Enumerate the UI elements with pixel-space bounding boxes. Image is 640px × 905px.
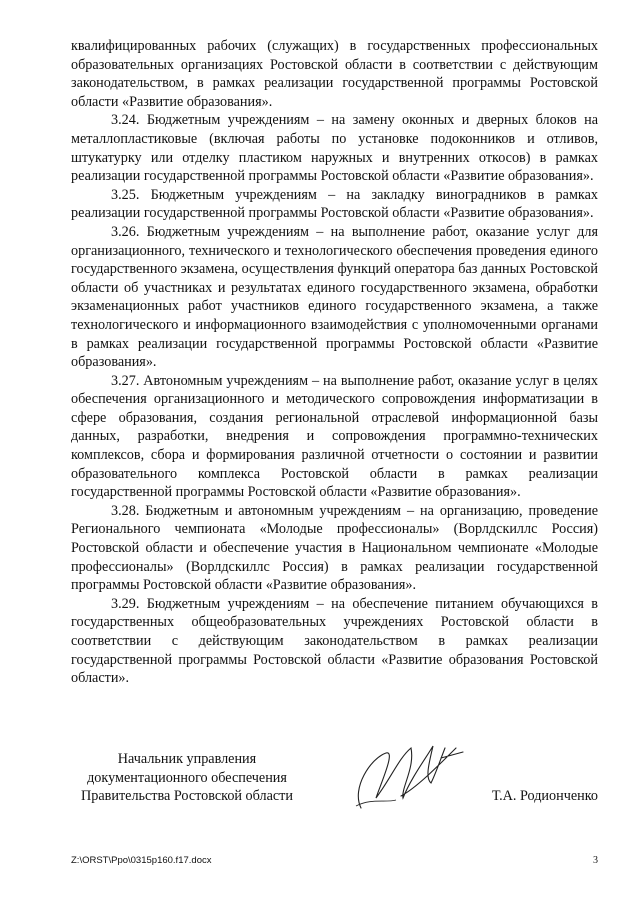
page-number: 3 (593, 855, 598, 866)
signatory-name: Т.А. Родионченко (491, 788, 598, 804)
signatory-title-line: Правительства Ростовской области (81, 788, 293, 805)
item-3-24: 3.24. Бюджетным учреждениям – на замену оконных и дверных блоков на металлопластиковые (включая работы по установке подоконников и отливов, штукатурку или отделку пластиком наружных и внутренних откосов) в рамках реализации государственной программы Ростовской области «Развитие образования». (71, 112, 598, 185)
signatory-title-line: Начальник управления (117, 751, 257, 767)
continuation-paragraph: квалифицированных рабочих (служащих) в государственных профессиональных образовательных организациях Ростовской области в соответствии с действующим законодательством, в рамках реализации государственной программы Ростовской области «Развитие образования». (71, 38, 598, 110)
handwritten-signature (341, 728, 471, 823)
signature-block (71, 750, 598, 830)
item-3-27: 3.27. Автономным учреждениям – на выполнение работ, оказание услуг в целях обеспечения организационного и методического сопровождения информатизации в сфере образования, создания региональной отраслевой информационной базы данных, разработки, внедрения и сопровождения программно-технических комплексов, сбора и формирования различной отчетности о состоянии и развитии образовательного комплекса Ростовской области в рамках реализации государственной программы Ростовской области «Развитие образования». (71, 372, 598, 501)
document-body (71, 37, 598, 688)
signatory-title (71, 750, 303, 806)
item-3-26: 3.26. Бюджетным учреждениям – на выполнение работ, оказание услуг для организационного, технического и технологического обеспечения проведения единого государственного экзамена, осуществления функций оператора баз данных Ростовской области об участниках и результатах единого государственного экзамена, обработки экзаменационных работ участников единого государственного экзамена, а также технологического и информационного взаимодействия с уполномоченными органами в рамках реализации государственной программы Ростовской области «Развитие образования». (71, 223, 598, 371)
file-path: Z:\ORST\Ppo\0315p160.f17.docx (71, 855, 212, 866)
signatory-title-line: документационного обеспечения (87, 769, 287, 786)
item-3-25: 3.25. Бюджетным учреждениям – на закладку виноградников в рамках реализации государственной программы Ростовской области «Развитие образования». (71, 186, 598, 222)
item-3-28: 3.28. Бюджетным и автономным учреждениям – на организацию, проведение Регионального чемпионата «Молодые профессионалы» (Ворлдскиллс Россия) Ростовской области и обеспечение участия в Национальном чемпионате «Молодые профессионалы» (Ворлдскиллс Россия) в рамках реализации государственной программы Ростовской области «Развитие образования». (71, 502, 598, 594)
item-3-29: 3.29. Бюджетным учреждениям – на обеспечение питанием обучающихся в государственных общеобразовательных учреждениях Ростовской области в соответствии с действующим законодательством в рамках реализации государственной программы Ростовской области «Развитие образования Ростовской области». (71, 595, 598, 687)
